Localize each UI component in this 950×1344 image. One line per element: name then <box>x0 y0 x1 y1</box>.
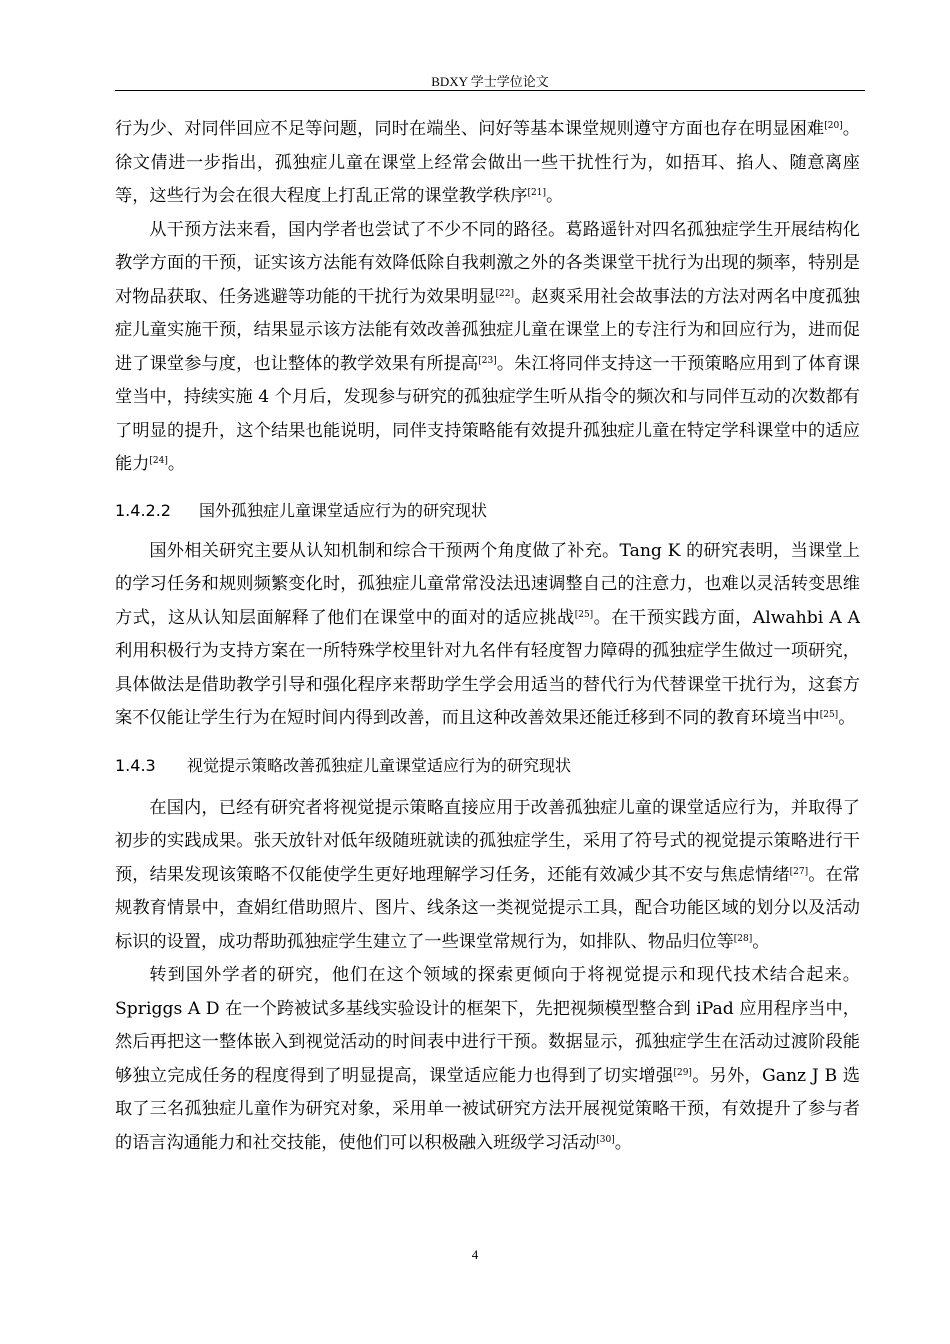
running-header: BDXY 学士学位论文 <box>431 74 549 89</box>
paragraph-text: 在国内，已经有研究者将视觉提示策略直接应用于改善孤独症儿童的课堂适应行为，并取得了初步的实践成果。张天放针对低年级随班就读的孤独症学生，采用了符号式的视觉提示策略进行干预，结果发现该策略不仅能使学生更好地理解学习任务，还能有效减少其不安与焦虑情绪 <box>115 797 860 885</box>
paragraph-2 <box>115 214 860 482</box>
paragraph-text: 。 <box>752 931 770 952</box>
section-title: 视觉提示策略改善孤独症儿童课堂适应行为的研究现状 <box>187 755 572 775</box>
citation: [29] <box>673 1067 692 1078</box>
citation: [22] <box>495 288 515 299</box>
paragraph-text: 。 <box>546 186 564 206</box>
paragraph-text: 。赵爽采用社会故事法的方法对两名中度孤独症儿童实施干预，结果显示该方法能有效改善孤独症儿童在课堂上的专注行为和回应行为，进而促进了课堂参与度，也让整体的教学效果有所提高 <box>115 286 860 374</box>
citation: [28] <box>733 933 753 944</box>
paragraph-text: 。徐文倩进一步指出，孤独症儿童在课堂上经常会做出一些干扰性行为，如捂耳、掐人、随意离座等，这些行为会在很大程度上打乱正常的课堂教学秩序 <box>115 119 860 206</box>
section-number: 1.4.3 <box>115 755 156 775</box>
section-number: 1.4.2.2 <box>115 500 171 520</box>
citation: [20] <box>824 121 843 131</box>
paragraph-text: 。 <box>838 708 856 728</box>
citation: [25] <box>819 710 839 720</box>
paragraph-5 <box>115 959 860 1160</box>
paragraph-text: 。 <box>614 1132 632 1153</box>
citation: [21] <box>527 188 546 198</box>
citation: [27] <box>789 866 809 877</box>
paragraph-1 <box>115 113 860 214</box>
paragraph-text: 。另外，Ganz J B 选取了三名孤独症儿童作为研究对象，采用单一被试研究方法开展视觉策略干预，有效提升了参与者的语言沟通能力和社交技能，使他们可以积极融入班级学习活动 <box>115 1065 860 1153</box>
section-heading-1-4-3 <box>115 755 860 777</box>
page-number: 4 <box>471 1247 479 1262</box>
section-title: 国外孤独症儿童课堂适应行为的研究现状 <box>199 500 488 520</box>
paragraph-text: 行为少、对同伴回应不足等问题，同时在端坐、问好等基本课堂规则遵守方面也存在明显困难 <box>115 119 825 139</box>
paragraph-4 <box>115 792 860 960</box>
paragraph-text: 国外相关研究主要从认知机制和综合干预两个角度做了补充。Tang K 的研究表明，当课堂上的学习任务和规则频繁变化时，孤独症儿童常常没法迅速调整自己的注意力，也难以灵活转变思维方式，这从认知层面解释了他们在课堂中的面对的适应挑战 <box>115 540 860 628</box>
section-heading-1-4-2-2 <box>115 500 860 522</box>
citation: [23] <box>478 355 497 366</box>
citation: [25] <box>574 609 594 620</box>
paragraph-text: 转到国外学者的研究，他们在这个领域的探索更倾向于将视觉提示和现代技术结合起来。Spriggs A D 在一个跨被试多基线实验设计的框架下，先把视频模型整合到 iPad 应用程序当中，然后再把这一整体嵌入到视觉活动的时间表中进行干预。数据显示，孤独症学生在活动过渡阶段能够独立完成任务的程度得到了明显提高，课堂适应能力也得到了切实增强 <box>115 965 860 1086</box>
paragraph-text: 。朱江将同伴支持这一干预策略应用到了体育课堂当中，持续实施 4 个月后，发现参与研究的孤独症学生听从指令的频次和与同伴互动的次数都有了明显的提升，这个结果也能说明，同伴支持策略能有效提升孤独症儿童在特定学科课堂中的适应能力 <box>115 353 860 474</box>
paragraph-text: 。在干预实践方面，Alwahbi A A 利用积极行为支持方案在一所特殊学校里针对九名伴有轻度智力障碍的孤独症学生做过一项研究，具体做法是借助教学引导和强化程序来帮助学生学会用适当的替代行为代替课堂干扰行为，这套方案不仅能让学生行为在短时间内得到改善，而且这种改善效果还能迁移到不同的教育环境当中 <box>115 607 860 728</box>
header-rule <box>115 90 865 91</box>
paragraph-text: 。在常规教育情景中，查娟红借助照片、图片、线条这一类视觉提示工具，配合功能区域的划分以及活动标识的设置，成功帮助孤独症学生建立了一些课堂常规行为，如排队、物品归位等 <box>115 864 860 952</box>
citation: [30] <box>596 1134 615 1145</box>
paragraph-3 <box>115 535 860 736</box>
paragraph-text: 从干预方法来看，国内学者也尝试了不少不同的路径。葛路遥针对四名孤独症学生开展结构化教学方面的干预，证实该方法能有效降低除自我刺激之外的各类课堂干扰行为出现的频率，特别是对物品获取、任务逃避等功能的干扰行为效果明显 <box>115 219 860 307</box>
citation: [24] <box>149 456 168 466</box>
paragraph-text: 。 <box>167 454 186 474</box>
page-body <box>115 113 860 1160</box>
